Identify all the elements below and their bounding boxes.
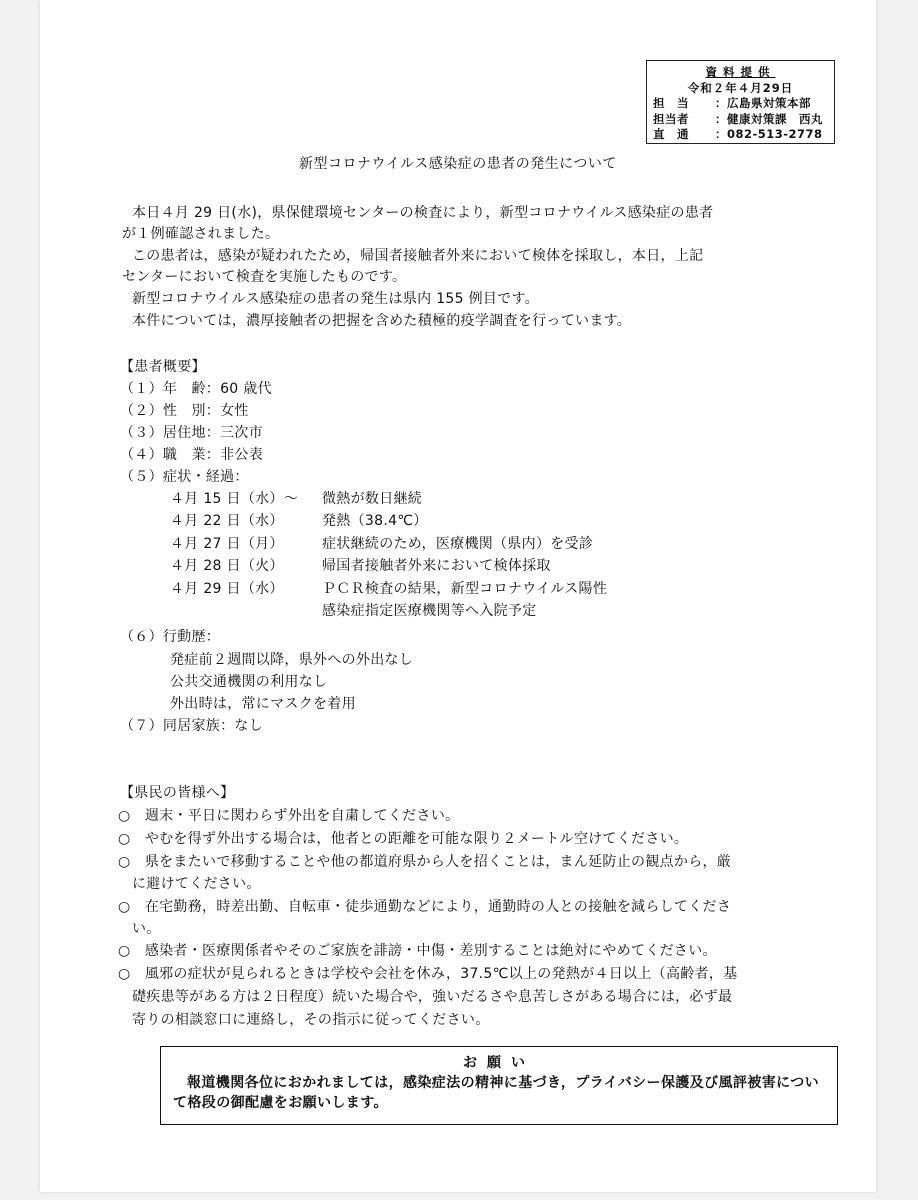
- citizens-line: ○ 感染者・医療関係者やそのご家族を誹謗・中傷・差別することは絶対にやめてください。: [118, 943, 717, 959]
- info-label: 直 通: [653, 127, 689, 141]
- info-box-header: 資料提供: [705, 65, 776, 79]
- info-row: [653, 96, 828, 112]
- behavior-heading: （６）行動歴：: [120, 629, 221, 645]
- patient-item: （１）年 齢：60 歳代: [120, 381, 272, 397]
- timeline-text: 感染症指定医療機関等へ入院予定: [322, 603, 537, 619]
- citizens-line: ○ やむを得ず外出する場合は，他者との距離を可能な限り２メートル空けてください。: [118, 831, 689, 847]
- info-value: ：082-513-2778: [715, 127, 823, 141]
- patient-item: （３）居住地：三次市: [120, 425, 263, 441]
- citizens-line: ○ 在宅勤務，時差出勤、自転車・徒歩通勤などにより，通勤時の人との接触を減らしてくださ: [118, 899, 732, 915]
- info-row: [653, 112, 828, 128]
- timeline-text: 発熱（38.4℃）: [322, 513, 428, 529]
- family-item: （７）同居家族：なし: [120, 718, 263, 734]
- behavior-item: 公共交通機関の利用なし: [170, 674, 328, 690]
- intro-line: この患者は，感染が疑われたため，帰国者接触者外来において検体を採取し，本日，上記: [132, 248, 704, 264]
- timeline-text: 症状継続のため，医療機関（県内）を受診: [322, 536, 594, 552]
- citizens-line: ○ 風邪の症状が見られるときは学校や会社を休み，37.5℃以上の発熱が４日以上（高齢者，基: [118, 966, 738, 982]
- info-box-date: 令和２年４月29日: [687, 80, 794, 95]
- timeline-text: ＰＣＲ検査の結果，新型コロナウイルス陽性: [322, 581, 608, 597]
- notice-box: [160, 1046, 838, 1125]
- patient-item: （２）性 別：女性: [120, 403, 249, 419]
- timeline-date: ４月 29 日（水）: [170, 581, 284, 597]
- citizens-line: 礎疾患等がある方は２日程度）続いた場合や，強いだるさや息苦しさがある場合には，必ず最: [132, 989, 733, 1005]
- patient-item: （５）症状・経過：: [120, 469, 249, 485]
- timeline-date: ４月 28 日（火）: [170, 558, 284, 574]
- citizens-line: ○ 県をまたいで移動することや他の都道府県から人を招くことは，まん延防止の観点から，厳: [118, 854, 732, 870]
- intro-line: 新型コロナウイルス感染症の患者の発生は県内 155 例目です。: [132, 291, 539, 307]
- timeline-text: 微熱が数日継続: [322, 491, 423, 507]
- citizens-line: い。: [132, 921, 161, 937]
- timeline-date: ４月 15 日（水）～: [170, 491, 299, 507]
- citizens-heading: 【県民の皆様へ】: [120, 785, 235, 801]
- info-label: 担当者: [653, 111, 689, 126]
- timeline-date: ４月 22 日（水）: [170, 513, 284, 529]
- behavior-item: 発症前２週間以降，県外への外出なし: [170, 652, 414, 668]
- info-value: ：健康対策課 西丸: [715, 111, 823, 126]
- intro-line: が１例確認されました。: [122, 226, 280, 242]
- document-title: 新型コロナウイルス感染症の患者の発生について: [299, 156, 617, 172]
- citizens-line: に避けてください。: [132, 876, 261, 892]
- notice-title: お願い: [463, 1055, 535, 1071]
- patient-heading: 【患者概要】: [120, 359, 206, 375]
- notice-text: 報道機関各位におかれましては，感染症法の精神に基づき，プライバシー保護及び風評被害について格段の御配慮をお願いします。: [173, 1075, 820, 1111]
- info-box: [646, 60, 835, 144]
- intro-line: センターにおいて検査を実施したものです。: [122, 269, 407, 285]
- intro-line: 本件については，濃厚接触者の把握を含めた積極的疫学調査を行っています。: [132, 313, 632, 329]
- citizens-line: 寄りの相談窓口に連絡し，その指示に従ってください。: [132, 1012, 490, 1028]
- info-label: 担 当: [653, 96, 689, 110]
- document-page: [40, 0, 876, 1192]
- info-value: ：広島県対策本部: [715, 96, 811, 110]
- behavior-item: 外出時は，常にマスクを着用: [170, 696, 356, 712]
- timeline-text: 帰国者接触者外来において検体採取: [322, 558, 551, 574]
- citizens-line: ○ 週末・平日に関わらず外出を自粛してください。: [118, 808, 460, 824]
- patient-item: （４）職 業：非公表: [120, 447, 263, 463]
- intro-line: 本日４月 29 日(水)，県保健環境センターの検査により，新型コロナウイルス感染症の患者: [132, 205, 714, 221]
- timeline-date: ４月 27 日（月）: [170, 536, 284, 552]
- info-row: [653, 127, 828, 143]
